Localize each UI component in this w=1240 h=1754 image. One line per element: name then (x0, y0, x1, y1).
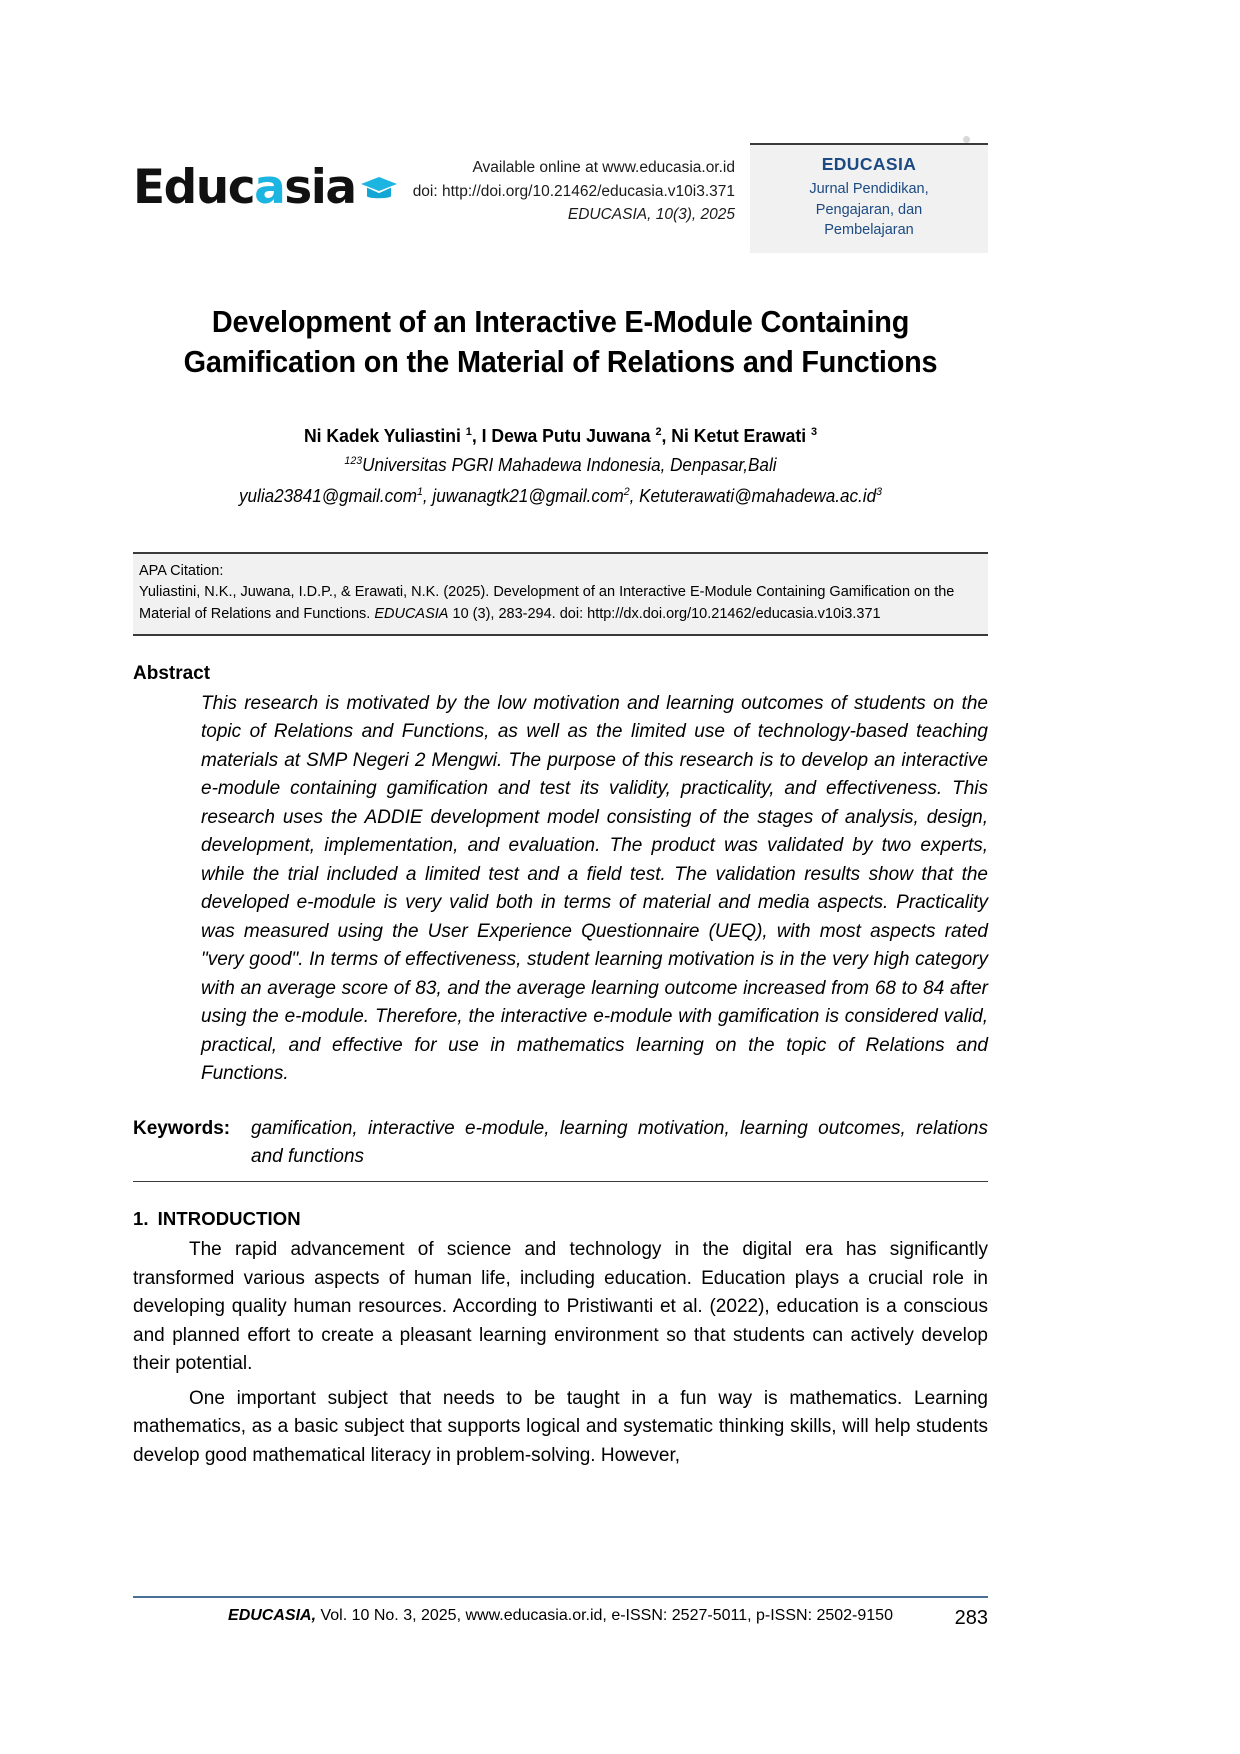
apa-citation-text (139, 582, 982, 626)
logo-text-part1: Educ (133, 160, 255, 215)
author-3-affiliation-marker: 3 (810, 425, 818, 438)
footer-details: Vol. 10 No. 3, 2025, www.educasia.or.id, e-ISSN: 2527-5011, p-ISSN: 2502-9150 (316, 1607, 893, 1624)
article-title: Development of an Interactive E-Module Containing Gamification on the Material of Relations and Functions (183, 304, 938, 380)
decorative-dot (963, 136, 970, 143)
author-separator-1: , (471, 424, 482, 446)
masthead-info (383, 156, 735, 227)
email-3-marker: 3 (876, 486, 883, 499)
email-2-marker: 2 (623, 486, 630, 499)
author-list (154, 423, 966, 450)
section-number: 1. (133, 1208, 149, 1230)
email-3[interactable]: Ketuterawati@mahadewa.ac.id (639, 486, 877, 507)
email-separator-1: , (422, 486, 433, 507)
journal-subtitle-line3: Pembelajaran (824, 222, 914, 239)
page-footer (133, 1596, 988, 1629)
apa-citation-part2: 10 (3), 283-294. doi: http://dx.doi.org/10.21462/educasia.v10i3.371 (448, 606, 881, 623)
apa-citation-journal: EDUCASIA (374, 606, 449, 623)
educasia-logo (133, 160, 399, 215)
journal-name: EDUCASIA (821, 154, 917, 174)
email-1[interactable]: yulia23841@gmail.com (238, 486, 417, 507)
journal-subtitle-line2: Pengajaran, dan (815, 201, 923, 218)
journal-subtitle-line1: Jurnal Pendidikan, (809, 181, 929, 197)
abstract-heading: Abstract (133, 662, 211, 684)
keywords-row (133, 1115, 988, 1170)
logo-text-part2: sia (284, 160, 356, 215)
journal-identity-box (750, 143, 988, 253)
author-2-name: I Dewa Putu Juwana (481, 424, 656, 446)
intro-paragraph-2: One important subject that needs to be taught in a fun way is mathematics. Learning mathematics, as a basic subject that supports logical and systematic thinking skills, will help students develop good mathematical literacy in problem-solving. However, (133, 1387, 988, 1466)
author-3-name: Ni Ketut Erawati (671, 424, 811, 446)
keywords-label: Keywords: (133, 1117, 231, 1139)
available-online-line: Available online at www.educasia.or.id (472, 159, 735, 176)
footer-citation (228, 1607, 893, 1625)
section-title: INTRODUCTION (157, 1208, 301, 1230)
keywords-divider (133, 1181, 988, 1182)
affiliation-line (154, 452, 966, 479)
author-1-name: Ni Kadek Yuliastini (303, 424, 466, 446)
doi-line: doi: http://doi.org/10.21462/educasia.v10i3.371 (412, 182, 735, 200)
logo-wordmark (133, 160, 356, 215)
footer-row (133, 1607, 988, 1629)
masthead (133, 140, 988, 250)
journal-subtitle (756, 179, 982, 241)
author-2-affiliation-marker: 2 (655, 425, 662, 438)
section-heading-introduction (133, 1208, 988, 1230)
intro-paragraph-1: The rapid advancement of science and technology in the digital era has significantly transformed various aspects of human life, including education. Education plays a crucial role in developing quality human resources. According to Pristiwanti et al. (2022), education is a conscious and planned effort to create a pleasant learning environment so that students can actively develop their potential. (133, 1239, 988, 1375)
email-line (154, 483, 966, 510)
logo-text-accent: a (254, 160, 285, 215)
email-2[interactable]: juwanagtk21@gmail.com (432, 486, 624, 507)
affiliation-marker: 123 (344, 455, 363, 468)
abstract-text: This research is motivated by the low motivation and learning outcomes of students on the topic of Relations and Functions, as well as the limited use of technology-based teaching materials at SMP Negeri 2 Mengwi. The purpose of this research is to develop an interactive e-module containing gamification and test its validity, practicality, and effectiveness. This research uses the ADDIE development model consisting of the stages of analysis, design, development, implementation, and evaluation. The product was validated by two experts, while the trial included a limited test and a field test. The validation results show that the developed e-module is very valid both in terms of material and media aspects. Practicality was measured using the User Experience Questionnaire (UEQ), with most aspects rated "very good". In terms of effectiveness, student learning motivation is in the very high category with an average score of 83, and the average learning outcome increased from 68 to 84 after using the e-module. Therefore, the interactive e-module with gamification is considered valid, practical, and effective for use in mathematics learning on the topic of Relations and Functions. (201, 692, 988, 1085)
email-1-marker: 1 (416, 486, 423, 499)
apa-citation-part1: Yuliastini, N.K., Juwana, I.D.P., & Erawati, N.K. (2025). Development of an Interactive E-Module Containing Gamification on the Material of Relations and Functions. (139, 584, 955, 623)
apa-citation-box (133, 552, 988, 636)
footer-divider (133, 1596, 988, 1598)
footer-journal-name: EDUCASIA, (228, 1607, 317, 1624)
keywords-text: gamification, interactive e-module, learning motivation, learning outcomes, relations and functions (251, 1117, 988, 1167)
apa-citation-label: APA Citation: (139, 563, 224, 580)
page-content (133, 0, 988, 1470)
author-separator-2: , (661, 424, 672, 446)
affiliation-text: Universitas PGRI Mahadewa Indonesia, Denpasar,Bali (362, 455, 777, 476)
author-1-affiliation-marker: 1 (465, 425, 472, 438)
email-separator-2: , (629, 486, 640, 507)
page-number: 283 (954, 1607, 988, 1629)
issue-line: EDUCASIA, 10(3), 2025 (567, 206, 735, 224)
